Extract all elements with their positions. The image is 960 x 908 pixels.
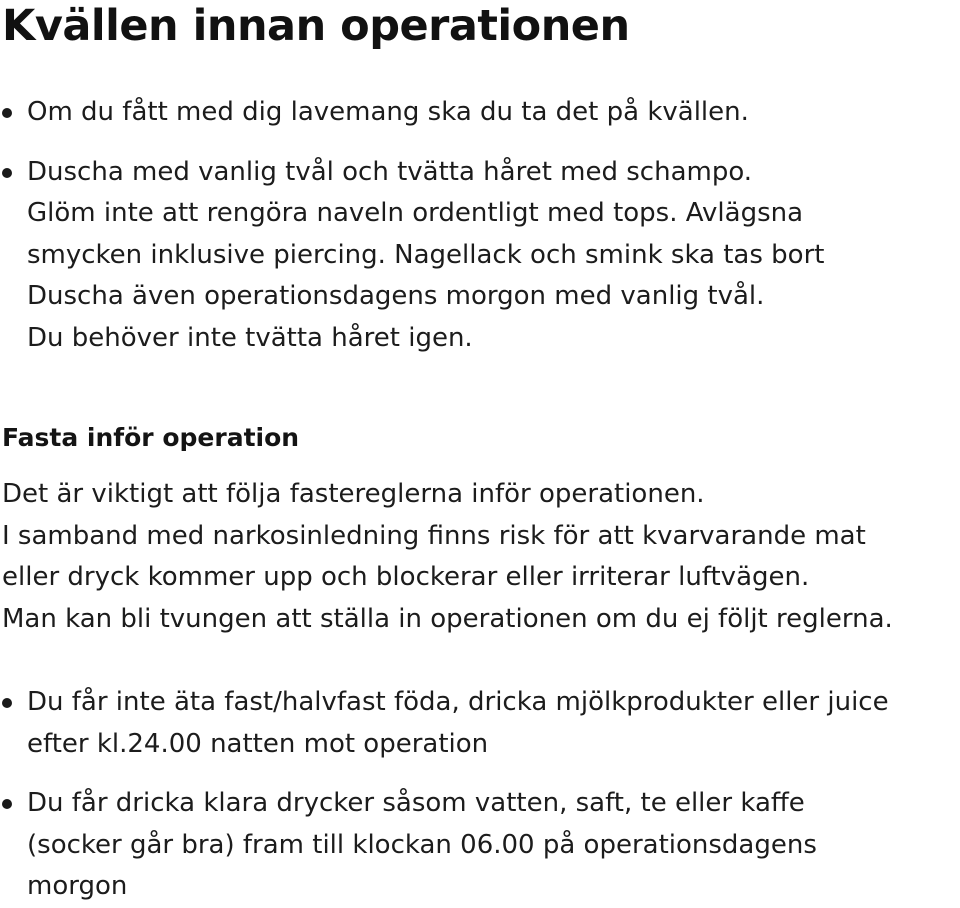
list-item-line: Glöm inte att rengöra naveln ordentligt med tops. Avlägsna [27,198,804,228]
fasting-rules-list [0,682,960,908]
fasting-paragraph [2,474,960,640]
list-item-line: Du får inte äta fast/halvfast föda, dricka mjölkprodukter eller juice [27,687,889,717]
paragraph-line: I samband med narkosinledning finns risk för att kvarvarande mat [2,520,866,551]
list-item-line: Duscha med vanlig tvål och tvätta håret med schampo. [27,156,753,187]
evening-instructions-list [0,92,960,359]
paragraph-line: Det är viktigt att följa fastereglerna inför operationen. [2,479,705,509]
bullet-icon [2,799,12,809]
list-item-line: morgon [27,871,128,901]
list-item [0,682,960,765]
list-item-line: Du behöver inte tvätta håret igen. [27,322,473,353]
bullet-icon [2,108,12,118]
paragraph-line: eller dryck kommer upp och blockerar eller irriterar luftvägen. [2,562,810,592]
list-item-line: smycken inklusive piercing. Nagellack och smink ska tas bort [27,239,825,270]
list-item-line: Duscha även operationsdagens morgon med vanlig tvål. [27,281,765,311]
list-item-line: efter kl.24.00 natten mot operation [27,728,489,759]
list-item-line: (socker går bra) fram till klockan 06.00 på operationsdagens [27,829,817,860]
list-item [0,92,960,134]
bullet-icon [2,168,12,178]
list-item-line: Om du fått med dig lavemang ska du ta det på kvällen. [27,97,749,127]
section-heading-fasting: Fasta inför operation [2,423,300,452]
list-item-line: Du får dricka klara drycker såsom vatten, saft, te eller kaffe [27,788,805,818]
list-item [0,152,960,360]
page-title: Kvällen innan operationen [2,1,630,51]
list-item [0,783,960,908]
bullet-icon [2,698,12,708]
paragraph-line: Man kan bli tvungen att ställa in operationen om du ej följt reglerna. [2,603,893,634]
